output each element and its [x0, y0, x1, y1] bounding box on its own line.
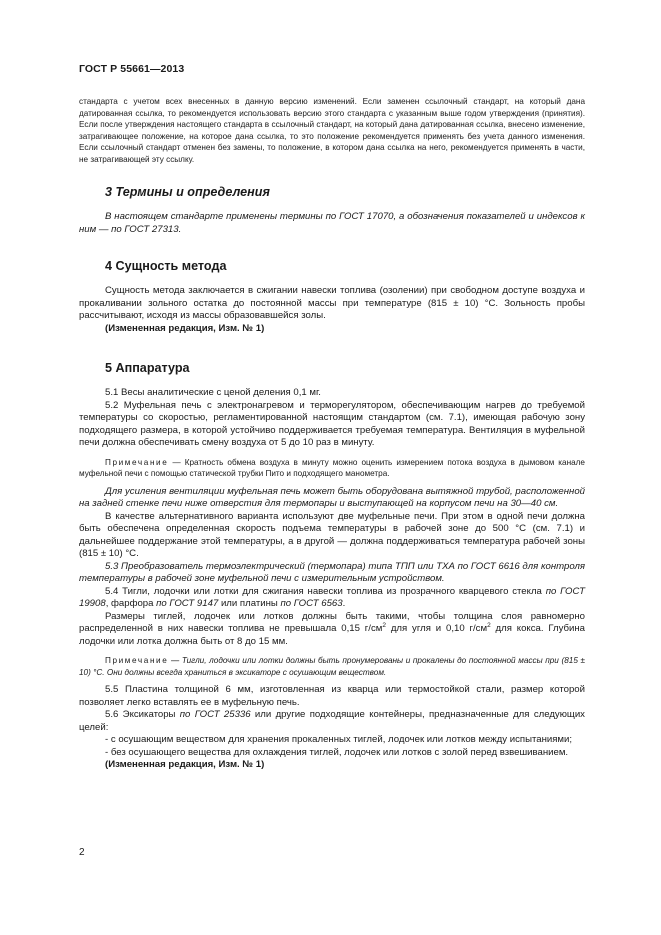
section-5-body: [79, 387, 585, 772]
section-3-body: [79, 211, 585, 236]
note-1-text: — Кратность обмена воздуха в минуту можно оценить измерением потока воздуха в дымовом канале муфельной печи с помощью статической трубки Пито и подходящего манометра.: [79, 457, 585, 478]
section-5-title: 5 Аппаратура: [105, 361, 190, 375]
clause-5-5: 5.5 Пластина толщиной 6 мм, изготовленная из кварца или термостойкой стали, размер которой позволяет легко вставлять ее в муфельную печь.: [79, 684, 585, 708]
clause-5-3: 5.3 Преобразователь термоэлектрический (термопара) типа ТПП или ТХА по ГОСТ 6616 для контроля температуры в рабочей зоне муфельной печи с измерительным устройством.: [79, 560, 585, 584]
ventilation-paragraph: Для усиления вентиляции муфельная печь может быть оборудована вытяжной трубой, расположенной на задней стенке печи ниже отверстия для термопары и выступающей на корпусом печи на 30—40 см.: [79, 485, 585, 509]
note-1-label: Примечание: [105, 457, 169, 467]
section-3-title: 3 Термины и определения: [105, 185, 270, 199]
document-header: ГОСТ Р 55661—2013: [79, 63, 185, 75]
section-4-paragraph: Сущность метода заключается в сжигании навески топлива (озолении) при свободном доступе воздуха и прокаливании зольного остатка до постоянной массы при температуре (815 ± 10) °С. Зольность пробы рассчитывают, исходя из массы образовавшейся золы.: [79, 285, 585, 321]
section-4-amendment: (Измененная редакция, Изм. № 1): [105, 322, 265, 334]
note-1: [79, 457, 585, 480]
section-3-paragraph: В настоящем стандарте применены термины по ГОСТ 17070, а обозначения показателей и индексов к ним — по ГОСТ 27313.: [79, 211, 585, 235]
superscript-2b: 2: [487, 621, 491, 629]
sizes-text-2: для угля и 0,10 г/см: [385, 623, 488, 634]
section-5-amendment: (Измененная редакция, Изм. № 1): [105, 759, 265, 770]
gost-9147-ref: по ГОСТ 9147: [156, 598, 219, 609]
superscript-2: 2: [382, 621, 386, 629]
clause-5-4-text-3: или платины: [218, 598, 281, 609]
gost-25336-ref: по ГОСТ 25336: [179, 709, 251, 720]
clause-5-6: [79, 709, 585, 734]
note-2-text: — Тигли, лодочки или лотки должны быть пронумерованы и прокалены до постоянной массы при (815 ± 10) °С. Они должны всегда храниться в эксикаторе с осушающим веществом.: [79, 656, 585, 677]
sizes-text-1: Размеры тиглей, лодочек или лотков должны быть такими, чтобы толщина слоя равномерно распределенной в них навески топлива не превышала 0,15 г/см: [79, 610, 585, 634]
list-item-2: - без осушающего вещества для охлаждения тиглей, лодочек или лотков с золой перед взвешиванием.: [105, 746, 569, 758]
section-4-body: [79, 285, 585, 335]
section-4-title: 4 Сущность метода: [105, 259, 227, 273]
clause-5-4-end: .: [342, 598, 346, 609]
clause-5-4: [79, 586, 585, 611]
intro-text: стандарта с учетом всех внесенных в данную версию изменений. Если заменен ссылочный стандарт, на который дана датированная ссылка, то рекомендуется использовать версию этого стандарта с указанным выше годом утверждения (принятия). Если после утверждения настоящего стандарта в ссылочный стандарт, на который дана датированная ссылка, внесено изменение, затрагивающее положение, на которое дана ссылка, то это положение рекомендуется применять без учета данного изменения. Если ссылочный стандарт отменен без замены, то положение, в котором дана ссылка на него, рекомендуется применять в части, не затрагивающей эту ссылку.: [79, 97, 585, 164]
sizes-text-3: для кокса. Глубина лодочки или лотка должна быть от 8 до 15 мм.: [79, 623, 585, 647]
clause-5-1: 5.1 Весы аналитические с ценой деления 0,1 мг.: [105, 387, 321, 398]
gost-6563-ref: по ГОСТ 6563: [280, 598, 343, 609]
intro-paragraph: [79, 96, 585, 165]
sizes-paragraph: [79, 611, 585, 649]
gost-19908-ref: по ГОСТ 19908: [79, 585, 585, 609]
clause-5-6-text-2: или другие подходящие контейнеры, предназначенные для следующих целей:: [79, 709, 585, 733]
page-number: 2: [79, 847, 85, 858]
clause-5-2: 5.2 Муфельная печь с электронагревом и терморегулятором, обеспечивающим нагрев до требуемой температуры со скоростью, регламентированной настоящим стандартом (см. 7.1), имеющая рабочую зону подходящего размера, в которой устойчиво поддерживается требуемая температура. Вентиляция в муфельной печи должна обеспечивать смену воздуха от 5 до 10 раз в минуту.: [79, 399, 585, 448]
note-2: [79, 655, 585, 678]
list-item-1: - с осушающим веществом для хранения прокаленных тиглей, лодочек или лотков между испытаниями;: [105, 734, 573, 745]
clause-5-4-text: 5.4 Тигли, лодочки или лотки для сжигания навески топлива из прозрачного кварцевого стекла: [105, 585, 546, 597]
note-2-label: Примечание: [105, 656, 169, 665]
alternative-paragraph: В качестве альтернативного варианта используют две муфельные печи. При этом в одной печи должна быть обеспечена определенная скорость подъема температуры в рабочей зоне до 500 °С (см. 7.1) и дальнейшее поддержание этой температуры, а в другой — должна поддерживаться температура рабочей зоны (815 ± 10) °С.: [79, 510, 585, 559]
clause-5-4-text-2: , фарфора: [105, 598, 157, 609]
clause-5-6-text: 5.6 Эксикаторы: [105, 709, 180, 720]
